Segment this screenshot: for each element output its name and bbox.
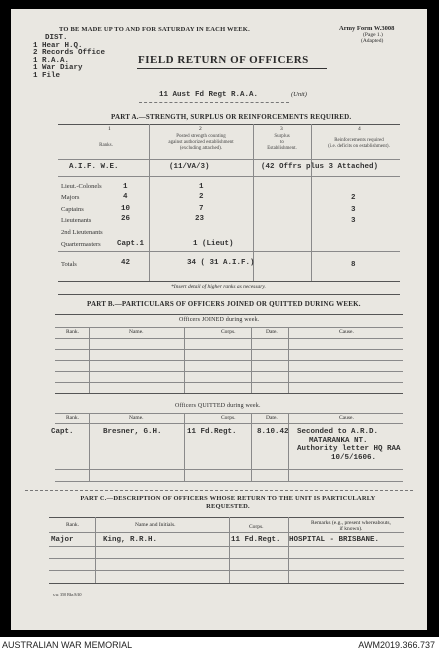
typed-surplus-header: (42 Offrs plus 3 Attached): [261, 163, 379, 171]
part-b-title: PART B.—PARTICULARS OF OFFICERS JOINED OR QUITTED DURING WEEK.: [87, 300, 361, 308]
distribution-line: 1 Hear H.Q.: [33, 41, 83, 50]
col-number: 4: [358, 126, 361, 132]
column-rule: [288, 517, 289, 583]
divider: [58, 176, 400, 177]
divider: [49, 570, 404, 571]
footer-right: AWM2019.366.737: [358, 640, 435, 650]
column-rule: [184, 413, 185, 481]
divider: [49, 558, 404, 559]
quitted-col-rank: Rank.: [66, 415, 79, 421]
rank-posted: 1 (Lieut): [193, 240, 234, 248]
rank-label: Captains: [61, 206, 84, 213]
print-code: s.w. 350 Bks 8/40: [53, 592, 82, 597]
rank-posted: 1: [199, 183, 204, 191]
part-c-col-corps: Corps.: [249, 524, 264, 530]
form-page: (Page 1.): [363, 32, 383, 38]
joined-col-name: Name.: [129, 329, 144, 335]
footer-left: AUSTRALIAN WAR MEMORIAL: [2, 640, 133, 650]
typed-ranks-header: A.I.F. W.E.: [69, 163, 119, 171]
divider: [55, 413, 403, 414]
part-c-rank: Major: [51, 536, 74, 544]
rank-reinforcements: 3: [351, 217, 356, 225]
form-id: Army Form W.3008: [339, 25, 395, 32]
col-number: 1: [108, 126, 111, 132]
quitted-col-cause: Cause.: [339, 415, 354, 421]
rank-posted: 2: [199, 193, 204, 201]
rank-label: Quartermasters: [61, 241, 101, 248]
totals-label: Totals: [61, 261, 77, 268]
distribution-line: 2 Records Office: [33, 49, 106, 58]
divider: [49, 546, 404, 547]
distribution-line: 1 R.A.A.: [33, 56, 70, 65]
column-rule: [288, 413, 289, 481]
divider: [49, 517, 404, 518]
totals-typed: 42: [121, 259, 131, 267]
divider: [55, 327, 403, 328]
joined-title: Officers JOINED during week.: [179, 317, 260, 323]
distribution-line: 1 War Diary: [33, 64, 83, 73]
joined-col-date: Date.: [266, 329, 278, 335]
divider: [58, 294, 400, 295]
rank-posted: 23: [195, 215, 205, 223]
rank-typed: 26: [121, 215, 131, 223]
column-rule: [311, 124, 312, 281]
quitted-title: Officers QUITTED during week.: [175, 403, 261, 409]
document-page: [11, 9, 427, 630]
rank-label: 2nd Lieutenants: [61, 229, 103, 236]
divider: [55, 469, 403, 470]
quitted-col-name: Name.: [129, 415, 144, 421]
column-rule: [229, 517, 230, 583]
divider: [58, 281, 400, 282]
joined-col-cause: Cause.: [339, 329, 354, 335]
quitted-rank: Capt.: [51, 428, 74, 436]
unit-value: 11 Aust Fd Regt R.A.A.: [159, 91, 259, 99]
part-c-col-rank: Rank.: [66, 522, 79, 528]
divider: [55, 423, 403, 424]
unit-underline: [139, 102, 289, 103]
divider: [55, 481, 403, 482]
divider: [55, 349, 403, 350]
col-number: 3: [280, 126, 283, 132]
column-rule: [95, 517, 96, 583]
col-header-ranks: Ranks.: [99, 143, 113, 148]
column-rule: [149, 124, 150, 281]
divider: [55, 393, 403, 394]
divider: [49, 583, 404, 584]
col-number: 2: [199, 126, 202, 132]
divider: [58, 159, 400, 160]
part-c-corps: 11 Fd.Regt.: [231, 536, 281, 544]
rank-typed: 10: [121, 205, 131, 213]
rank-posted: 7: [199, 205, 204, 213]
distribution-line: 1 File: [33, 71, 61, 80]
distribution-list: [33, 35, 105, 81]
column-rule: [184, 327, 185, 393]
part-c-col-name: Name and Initials.: [135, 522, 176, 528]
page-title: FIELD RETURN OF OFFICERS: [138, 54, 309, 66]
column-rule: [253, 124, 254, 281]
totals-posted: 34 ( 31 A.I.F.): [187, 259, 255, 267]
unit-label: (Unit): [291, 91, 307, 98]
rank-label: Lieutenants: [61, 217, 92, 224]
quitted-corps: 11 Fd.Regt.: [187, 428, 237, 436]
part-c-remarks: HOSPITAL - BRISBANE.: [289, 536, 380, 544]
joined-col-corps: Corps.: [221, 329, 236, 335]
column-rule: [288, 327, 289, 393]
form-adapted: (Adapted): [361, 38, 384, 44]
part-c-name: King, R.R.H.: [103, 536, 158, 544]
divider: [58, 124, 400, 125]
quitted-col-corps: Corps.: [221, 415, 236, 421]
col-header-surplus: Surplus to Establishment.: [267, 134, 297, 151]
rank-typed: 1: [123, 183, 128, 191]
totals-reinforcements: 8: [351, 261, 356, 269]
divider: [49, 532, 404, 533]
title-underline: [137, 68, 327, 69]
rank-reinforcements: 3: [351, 206, 356, 214]
quitted-cause: Seconded to A.R.D. MATARANKA NT. Authority letter HQ RAA 10/5/1606.: [297, 428, 401, 462]
divider: [55, 338, 403, 339]
quitted-date: 8.10.42: [257, 428, 289, 436]
rank-label: Majors: [61, 194, 80, 201]
col-header-posted: Posted strength counting against authorized establishment (excluding attached).: [168, 134, 234, 151]
column-rule: [89, 327, 90, 393]
footnote: *Insert detail of higher ranks as necessary.: [171, 284, 266, 290]
distribution-line: DIST.: [45, 34, 68, 42]
column-rule: [251, 327, 252, 393]
part-a-title: PART A.—STRENGTH, SURPLUS OR REINFORCEMENTS REQUIRED.: [111, 113, 352, 121]
rank-label: Lieut.-Colonels: [61, 183, 102, 190]
column-rule: [89, 413, 90, 481]
divider: [25, 490, 413, 491]
top-note: TO BE MADE UP TO AND FOR SATURDAY IN EACH WEEK.: [59, 26, 250, 33]
divider: [55, 382, 403, 383]
divider: [55, 371, 403, 372]
col-header-reinforcements: Reinforcements required (i.e. deficits on establishment).: [328, 138, 390, 149]
archive-footer: [0, 637, 439, 653]
rank-typed: 4: [123, 193, 128, 201]
part-c-title: PART C.—DESCRIPTION OF OFFICERS WHOSE RETURN TO THE UNIT IS PARTICULARLY REQUESTED.: [80, 495, 376, 510]
divider: [55, 360, 403, 361]
divider: [58, 251, 400, 252]
quitted-name: Bresner, G.H.: [103, 428, 162, 436]
rank-typed: Capt.1: [117, 240, 145, 248]
divider: [55, 314, 403, 315]
rank-reinforcements: 2: [351, 194, 356, 202]
part-c-col-remarks: Remarks (e.g., present whereabouts, if known).: [311, 520, 391, 532]
column-rule: [251, 413, 252, 481]
joined-col-rank: Rank.: [66, 329, 79, 335]
typed-posted-header: (11/VA/3): [169, 163, 210, 171]
quitted-col-date: Date.: [266, 415, 278, 421]
